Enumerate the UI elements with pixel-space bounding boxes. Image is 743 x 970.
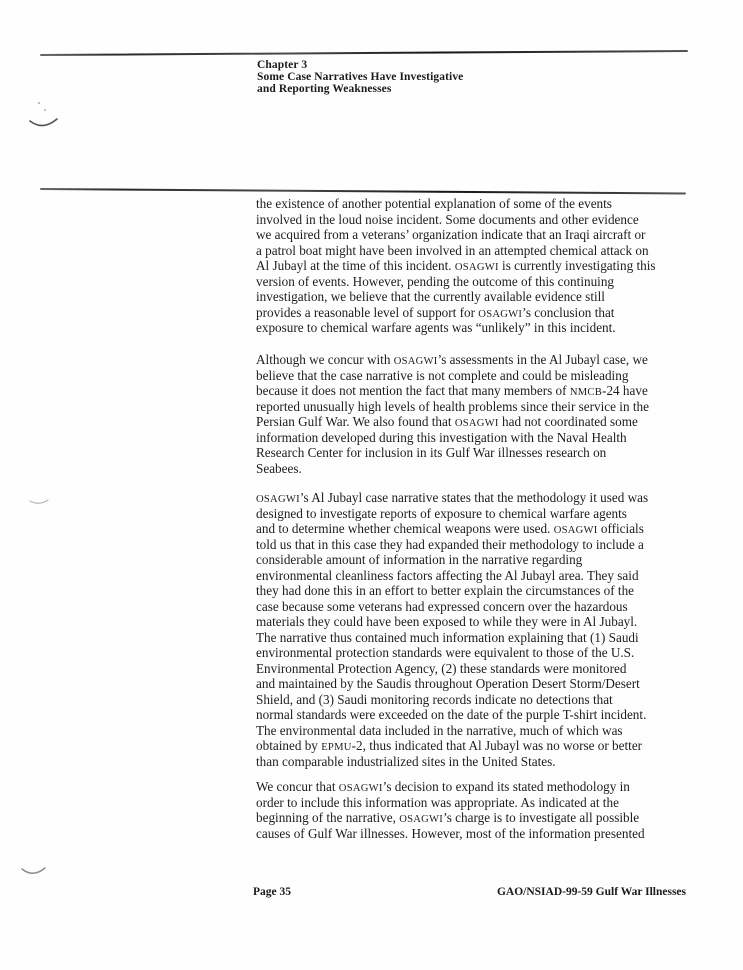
small-caps-acronym: OSAGWI [338,783,383,794]
text-line: case because some veterans had expressed concern over the hazardous [256,598,628,614]
ink-speck [38,102,40,104]
body-paragraph [256,779,706,841]
checkmark-swoosh [30,119,57,126]
header-separator-line [40,188,686,194]
text-line: materials they could have been exposed to while they were in Al Jubayl. [256,614,638,629]
text-line: we acquired from a veterans’ organization indicate that an Iraqi aircraft or [256,227,646,242]
small-caps-acronym: OSAGWI [478,308,523,320]
page-number: Page 35 [253,886,292,898]
text-line: a patrol boat might have been involved in an attempted chemical attack on [256,242,649,258]
body-paragraph [256,352,706,476]
text-line: Seabees. [256,460,302,476]
text-line: Environmental Protection Agency, (2) these standards were monitored [256,660,627,676]
small-caps-acronym: NMCB [569,387,603,398]
small-caps-acronym: EPMU [321,742,352,753]
text-line: order to include this information was appropriate. As indicated at the [256,794,619,810]
text-line: investigation, we believe that the currently available evidence still [256,289,605,304]
text-line: causes of Gulf War illnesses. However, most of the information presented [256,825,645,841]
text-line: told us that in this case they had expanded their methodology to include a [256,536,644,552]
text-line: environmental protection standards were equivalent to those of the U.S. [256,645,635,660]
text-line: Persian Gulf War. We also found that OSAGWI had not coordinated some [256,414,638,429]
text-line: exposure to chemical warfare agents was “unlikely” in this incident. [256,320,616,335]
chapter-title-line: and Reporting Weaknesses [257,83,392,95]
text-line: because it does not mention the fact that many members of NMCB-24 have [256,383,648,398]
text-line: The environmental data included in the narrative, much of which was [256,722,623,738]
text-line: reported unusually high levels of health problems since their service in the [256,398,649,414]
text-line: normal standards were exceeded on the date of the purple T-shirt incident. [256,707,647,722]
text-line: obtained by EPMU-2, thus indicated that Al Jubayl was no worse or better [256,738,643,753]
small-caps-acronym: OSAGWI [393,356,438,367]
text-line: designed to investigate reports of exposure to chemical warfare agents [256,505,627,521]
text-line: involved in the loud noise incident. Some documents and other evidence [256,211,639,227]
checkmark-swoosh [22,868,45,873]
text-line: version of events. However, pending the outcome of this continuing [256,273,615,289]
text-line: than comparable industrialized sites in the United States. [256,753,556,769]
text-line: believe that the case narrative is not complete and could be misleading [256,367,629,383]
header-rule-line [40,50,688,56]
text-line: Although we concur with OSAGWI’s assessments in the Al Jubayl case, we [256,352,648,367]
text-line: and to determine whether chemical weapons were used. OSAGWI officials [256,521,644,536]
text-line: and maintained by the Saudis throughout Operation Desert Storm/Desert [256,676,640,691]
small-caps-acronym: OSAGWI [399,814,444,825]
report-identifier: GAO/NSIAD-99-59 Gulf War Illnesses [496,886,686,898]
body-paragraph [256,196,706,336]
text-line: the existence of another potential explanation of some of the events [256,196,612,211]
small-caps-acronym: OSAGWI [454,418,499,429]
small-caps-acronym: OSAGWI [454,262,499,273]
text-line: they had done this in an effort to better explain the circumstances of the [256,583,635,598]
running-header [257,59,463,95]
checkmark-swoosh [30,500,48,503]
text-line: information developed during this investigation with the Naval Health [256,429,627,445]
text-line: We concur that OSAGWI’s decision to expand its stated methodology in [256,779,630,794]
text-line: Al Jubayl at the time of this incident. OSAGWI is currently investigating this [256,258,656,273]
small-caps-acronym: OSAGWI [256,494,300,505]
small-caps-acronym: OSAGWI [553,525,598,536]
chapter-label: Chapter 3 [257,59,308,71]
text-line: OSAGWI’s Al Jubayl case narrative states that the methodology it used was [256,490,649,505]
text-line: The narrative thus contained much information explaining that (1) Saudi [256,629,639,645]
body-paragraph [256,490,706,769]
text-line: provides a reasonable level of support for OSAGWI’s conclusion that [256,304,615,320]
text-line: Shield, and (3) Saudi monitoring records indicate no detections that [256,691,613,707]
text-line: considerable amount of information in the narrative regarding [256,552,583,567]
text-line: beginning of the narrative, OSAGWI’s charge is to investigate all possible [256,810,640,825]
text-line: environmental cleanliness factors affecting the Al Jubayl area. They said [256,567,639,583]
ink-speck [44,109,46,111]
chapter-title-line: Some Case Narratives Have Investigative [257,71,464,83]
text-line: Research Center for inclusion in its Gulf War illnesses research on [256,445,607,460]
